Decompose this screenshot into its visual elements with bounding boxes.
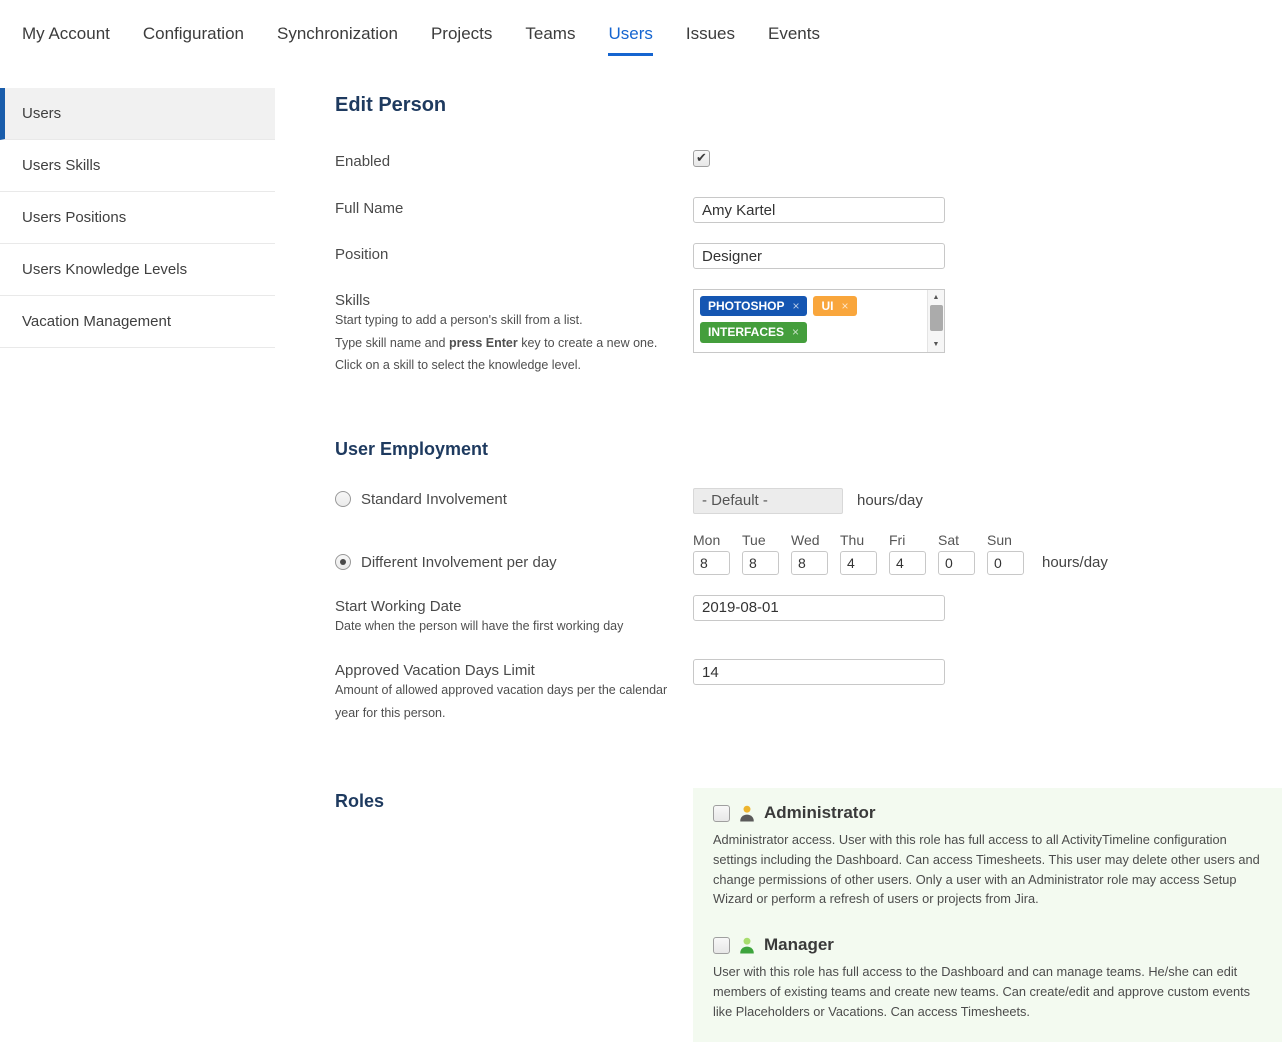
- day-label-mon: Mon: [693, 531, 721, 548]
- role-administrator-description: Administrator access. User with this role has full access to all ActivityTimeline configuration settings including the Dashboard. Can access Timesheets. This user may delete other users and change permissions of other users. Only a user with an Administrator role may access Setup Wizard or perform a refresh of users or projects from Jira.: [713, 832, 1260, 907]
- page-title: Edit Person: [335, 94, 447, 116]
- hours-input-tue[interactable]: [742, 551, 779, 575]
- role-manager-description: User with this role has full access to the Dashboard and can manage teams. He/she can edit members of existing teams and create new teams. Can create/edit and approve custom events like Placeholders or Vacations. Can access Timesheets.: [713, 964, 1251, 1019]
- role-manager: [713, 935, 1264, 1021]
- nav-my-account[interactable]: My Account: [22, 24, 110, 43]
- day-label-tue: Tue: [742, 531, 766, 548]
- day-label-thu: Thu: [840, 531, 865, 548]
- full-name-input[interactable]: [693, 197, 945, 223]
- administrator-person-icon: [738, 804, 756, 822]
- hours-input-wed[interactable]: [791, 551, 828, 575]
- role-manager-name: Manager: [764, 935, 834, 955]
- hours-input-thu[interactable]: [840, 551, 877, 575]
- position-input[interactable]: [693, 243, 945, 269]
- position-label: Position: [335, 246, 389, 263]
- hours-input-sat[interactable]: [938, 551, 975, 575]
- roles-panel: [693, 788, 1282, 1042]
- day-label-wed: Wed: [791, 531, 820, 548]
- role-administrator: [713, 803, 1264, 909]
- scroll-down-icon[interactable]: ▼: [932, 341, 940, 348]
- remove-skill-icon[interactable]: ×: [841, 299, 849, 313]
- sidebar-item-users-knowledge-levels[interactable]: Users Knowledge Levels: [0, 244, 275, 296]
- different-hours-suffix: hours/day: [1042, 553, 1108, 571]
- standard-hours-suffix: hours/day: [857, 492, 923, 509]
- scroll-up-icon[interactable]: ▲: [932, 294, 940, 301]
- scrollbar-thumb[interactable]: [930, 305, 943, 331]
- top-nav: [0, 0, 1282, 56]
- user-employment-title: User Employment: [335, 438, 489, 459]
- different-involvement-radio[interactable]: [335, 554, 351, 570]
- standard-hours-input[interactable]: [693, 488, 843, 514]
- nav-users[interactable]: Users: [608, 24, 652, 56]
- nav-events[interactable]: Events: [768, 24, 820, 43]
- sidebar: [0, 88, 275, 348]
- enabled-label: Enabled: [335, 153, 391, 170]
- edit-person-form: [335, 88, 1282, 1042]
- vacation-limit-label: Approved Vacation Days Limit: [335, 662, 535, 679]
- standard-involvement-label: Standard Involvement: [361, 490, 507, 508]
- sidebar-item-users[interactable]: Users: [0, 88, 275, 140]
- different-involvement-label: Different Involvement per day: [361, 553, 557, 571]
- start-date-help: Date when the person will have the first working day: [335, 618, 624, 633]
- nav-teams[interactable]: Teams: [525, 24, 576, 43]
- nav-configuration[interactable]: Configuration: [142, 24, 244, 43]
- start-date-label: Start Working Date: [335, 597, 462, 615]
- sidebar-item-users-skills[interactable]: Users Skills: [0, 140, 275, 192]
- sidebar-item-vacation-management[interactable]: Vacation Management: [0, 296, 275, 348]
- remove-skill-icon[interactable]: ×: [792, 325, 800, 340]
- enabled-checkbox[interactable]: [693, 150, 710, 167]
- skill-tag-photoshop[interactable]: PHOTOSHOP ×: [700, 296, 807, 316]
- day-label-sat: Sat: [938, 531, 960, 548]
- skill-tag-interfaces[interactable]: INTERFACES ×: [700, 322, 807, 342]
- standard-involvement-radio[interactable]: [335, 491, 351, 507]
- vacation-limit-input[interactable]: [693, 659, 945, 685]
- hours-input-fri[interactable]: [889, 551, 926, 575]
- role-administrator-name: Administrator: [764, 803, 876, 822]
- manager-person-icon: [738, 936, 756, 954]
- skill-tag-ui[interactable]: UI ×: [813, 296, 856, 316]
- skills-help-1: Start typing to add a person's skill from a list.: [335, 313, 583, 327]
- hours-input-sun[interactable]: [987, 551, 1024, 575]
- sidebar-item-users-positions[interactable]: Users Positions: [0, 192, 275, 244]
- skills-label: Skills: [335, 292, 371, 309]
- vacation-limit-help: Amount of allowed approved vacation days per the calendar year for this person.: [335, 683, 668, 720]
- skills-box[interactable]: [693, 289, 945, 353]
- nav-projects[interactable]: Projects: [430, 24, 493, 43]
- full-name-label: Full Name: [335, 200, 404, 217]
- nav-synchronization[interactable]: Synchronization: [277, 24, 398, 43]
- nav-issues[interactable]: Issues: [685, 24, 736, 43]
- roles-title: Roles: [335, 791, 385, 811]
- role-administrator-checkbox[interactable]: [713, 805, 730, 822]
- start-date-input[interactable]: [693, 595, 945, 621]
- role-manager-checkbox[interactable]: [713, 937, 730, 954]
- skills-help-2: Type skill name and press Enter key to create a new one.: [335, 335, 658, 350]
- skills-help-3: Click on a skill to select the knowledge level.: [335, 358, 581, 372]
- day-label-sun: Sun: [987, 531, 1012, 548]
- skills-scrollbar[interactable]: [927, 290, 944, 352]
- remove-skill-icon[interactable]: ×: [792, 299, 800, 313]
- day-label-fri: Fri: [889, 531, 906, 548]
- hours-input-mon[interactable]: [693, 551, 730, 575]
